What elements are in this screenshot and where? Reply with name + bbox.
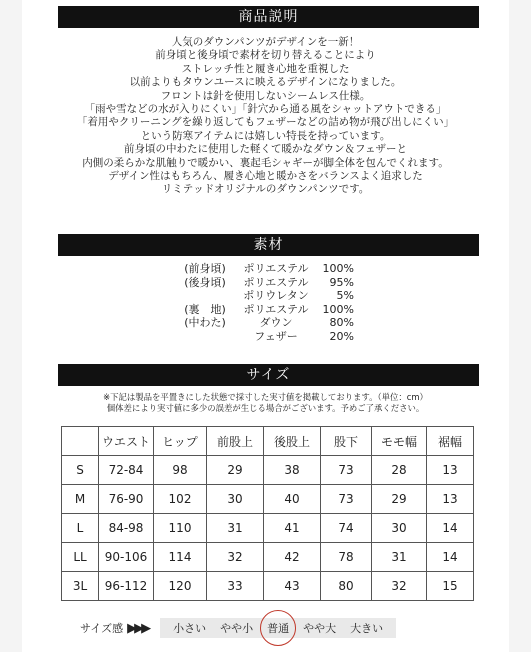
material-percent: 100% xyxy=(322,302,354,316)
table-cell: 38 xyxy=(264,456,321,485)
size-table-header: 裾幅 xyxy=(427,427,474,456)
table-cell: 30 xyxy=(372,514,427,543)
material-percent: 20% xyxy=(329,329,354,343)
table-cell: 28 xyxy=(372,456,427,485)
size-note-line: 個体差により実寸値に多少の誤差が生じる場合がございます。予めご了承ください。 xyxy=(106,403,425,413)
table-cell: 74 xyxy=(321,514,372,543)
table-cell: 40 xyxy=(264,485,321,514)
table-cell: 43 xyxy=(264,572,321,601)
description-text xyxy=(22,36,509,197)
table-cell: 102 xyxy=(154,485,207,514)
size-label: LL xyxy=(62,543,99,572)
description-title: 商品説明 xyxy=(238,9,299,25)
size-label: 3L xyxy=(62,572,99,601)
material-title-bar xyxy=(58,234,479,256)
size-table-header: 後股上 xyxy=(264,427,321,456)
material-name: ポリエステル xyxy=(243,275,309,289)
size-table-header: 前股上 xyxy=(207,427,264,456)
table-cell: 33 xyxy=(207,572,264,601)
size-table-header: モモ幅 xyxy=(372,427,427,456)
material-part xyxy=(172,289,238,303)
table-cell: 76-90 xyxy=(99,485,154,514)
table-cell: 31 xyxy=(207,514,264,543)
material-name: ダウン xyxy=(259,316,293,330)
table-cell: 32 xyxy=(207,543,264,572)
material-part xyxy=(172,330,238,344)
description-line: リミテッドオリジナルのダウンパンツです。 xyxy=(161,183,370,196)
material-row xyxy=(172,316,354,330)
material-row xyxy=(172,276,354,290)
material-name: ポリウレタン xyxy=(243,289,309,303)
table-cell: 73 xyxy=(321,456,372,485)
table-cell: 110 xyxy=(154,514,207,543)
description-line: 人気のダウンパンツがデザインを一新！ xyxy=(171,36,360,48)
material-row xyxy=(172,303,354,317)
product-page xyxy=(22,0,509,652)
description-line: 前身頃と後身頃で素材を切り替えることにより xyxy=(155,49,376,62)
size-feel-option: 小さい xyxy=(173,622,207,635)
table-row xyxy=(62,572,474,601)
size-table-header: ヒップ xyxy=(154,427,207,456)
material-percent: 80% xyxy=(329,316,354,330)
size-feel-option: やや大 xyxy=(303,622,337,635)
size-feel-option: やや小 xyxy=(220,622,254,635)
table-cell: 13 xyxy=(427,456,474,485)
table-cell: 14 xyxy=(427,514,474,543)
table-cell: 15 xyxy=(427,572,474,601)
size-note-line: ※下記は製品を平置きにした状態で採寸した実寸値を掲載しております。（単位：cm） xyxy=(103,392,428,402)
table-cell: 32 xyxy=(372,572,427,601)
material-part: (後身頃) xyxy=(184,275,226,289)
material-part: (裏 地) xyxy=(184,302,226,316)
table-cell: 72-84 xyxy=(99,456,154,485)
size-feel-label: サイズ感 xyxy=(80,622,124,635)
material-percent: 5% xyxy=(336,289,354,303)
size-feel-option-selected: 普通 xyxy=(260,620,296,636)
table-cell: 114 xyxy=(154,543,207,572)
size-title: サイズ xyxy=(246,367,291,383)
material-row xyxy=(172,330,354,344)
size-table xyxy=(61,426,474,601)
size-label: S xyxy=(62,456,99,485)
size-feel-indicator xyxy=(80,616,396,640)
size-feel-option: 大きい xyxy=(350,622,384,635)
table-cell: 29 xyxy=(207,456,264,485)
material-part: (中わた) xyxy=(184,316,226,330)
material-title: 素材 xyxy=(253,237,284,253)
material-percent: 100% xyxy=(322,262,354,275)
table-cell: 78 xyxy=(321,543,372,572)
table-row xyxy=(62,456,474,485)
table-cell: 90-106 xyxy=(99,543,154,572)
description-line: ストレッチ性と履き心地を重視した xyxy=(181,62,350,75)
description-line: 前身頃の中わたに使用した軽くて暖かなダウン＆フェザーと xyxy=(124,143,407,156)
table-cell: 14 xyxy=(427,543,474,572)
material-percent: 95% xyxy=(329,275,354,289)
size-table-header: 股下 xyxy=(321,427,372,456)
table-cell: 42 xyxy=(264,543,321,572)
description-line: という防寒アイテムには嬉しい特長を持っています。 xyxy=(140,129,391,142)
description-line: デザイン性はもちろん、履き心地と暖かさをバランスよく追求した xyxy=(108,169,423,182)
table-cell: 30 xyxy=(207,485,264,514)
table-row xyxy=(62,543,474,572)
description-line: フロントは針を使用しないシームレス仕様。 xyxy=(160,89,371,102)
material-list xyxy=(172,262,354,344)
triple-chevron-right-icon: ▶ ▶ ▶ xyxy=(127,620,149,636)
material-name: ポリエステル xyxy=(243,302,309,316)
size-title-bar xyxy=(58,364,479,386)
description-line: 「雨や雪などの水が入りにくい」「針穴から通る風をシャットアウトできる」 xyxy=(84,102,447,115)
table-cell: 29 xyxy=(372,485,427,514)
table-cell: 13 xyxy=(427,485,474,514)
material-row xyxy=(172,262,354,276)
size-label: M xyxy=(62,485,99,514)
table-cell: 98 xyxy=(154,456,207,485)
table-row xyxy=(62,514,474,543)
description-line: 「着用やクリーニングを繰り返してもフェザーなどの詰め物が飛び出しにくい」 xyxy=(76,116,455,129)
table-row xyxy=(62,485,474,514)
material-name: ポリエステル xyxy=(243,262,309,275)
table-cell: 73 xyxy=(321,485,372,514)
material-part: (前身頃) xyxy=(184,262,226,275)
table-cell: 31 xyxy=(372,543,427,572)
size-table-header xyxy=(62,427,99,456)
size-table-header: ウエスト xyxy=(99,427,154,456)
material-row xyxy=(172,289,354,303)
table-cell: 120 xyxy=(154,572,207,601)
description-line: 以前よりもタウンユースに映えるデザインになりました。 xyxy=(129,76,402,89)
size-label: L xyxy=(62,514,99,543)
material-name: フェザー xyxy=(254,329,298,343)
table-cell: 80 xyxy=(321,572,372,601)
description-title-bar xyxy=(58,6,479,28)
size-table-header-row xyxy=(62,427,474,456)
table-cell: 96-112 xyxy=(99,572,154,601)
size-notes xyxy=(22,392,509,414)
size-feel-scale xyxy=(160,618,396,638)
table-cell: 84-98 xyxy=(99,514,154,543)
table-cell: 41 xyxy=(264,514,321,543)
description-line: 内側の柔らかな肌触りで暖かい、裏起毛シャギーが脚全体を包んでくれます。 xyxy=(82,156,449,169)
